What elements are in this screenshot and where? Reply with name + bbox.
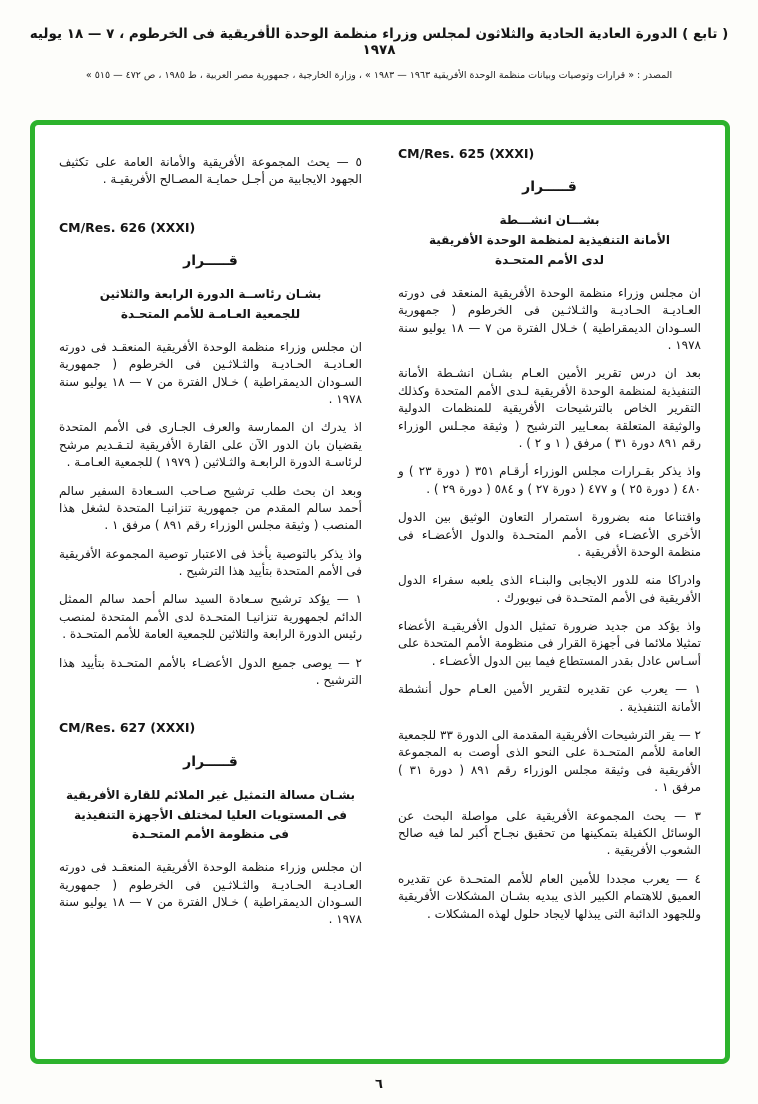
resolution-paragraph: ان مجلس وزراء منظمة الوحدة الأفريقية المنعقـد فى دورته العـاديـة الحـاديـة والثـلاثـين فى الخرطوم ( جمهورية السـودان الديمقراطية ) خـلال الفترة من ٧ — ١٨ يوليو سنة ١٩٧٨ . — [59, 339, 362, 406]
resolution-title: قـــــرار — [183, 252, 238, 269]
resolution-operative-item: ٢ — يوصى جميع الدول الأعضـاء بالأمم المتحـدة بتأييد هذا الترشيح . — [59, 655, 362, 688]
column-left — [59, 143, 362, 1047]
resolution-title: قـــــرار — [183, 753, 238, 770]
source-line: المصدر : « قرارات وتوصيات وبيانات منظمة الوحدة الأفريقية ١٩٦٣ — ١٩٨٣ » ، وزارة الخارجية ، جمهورية مصر العربية ، ط ١٩٨٥ ، ص ٤٧٢ — ٥١٥ » — [85, 70, 673, 81]
resolution-paragraph: واذ يذكر بقـرارات مجلس الوزراء أرقـام ٣٥١ ( دورة ٢٣ ) و ٤٨٠ ( دورة ٢٥ ) و ٤٧٧ ( دورة ٢٧ ) و ٥٨٤ ( دورة ٢٩ ) . — [398, 464, 701, 496]
resolution-subject-line: بشـــان انشـــطة — [499, 213, 600, 228]
resolution-subject-line: بشـان مسالة التمثيل غير الملائم للقارة الأفريقية — [65, 787, 356, 802]
resolution-subject-line: للجمعية العـامـة للأمم المتحـدة — [120, 307, 301, 321]
resolution-operative-item: ١ — يؤكد ترشيح سـعادة السيد سالم أحمد سالم الممثل الدائم لجمهورية تنزانيـا المتحـدة لدى الأمم المتحدة لمنصب رئيس الدورة الرابعة والثلاثين للجمعية العامة للأمم المتحـدة . — [59, 592, 362, 642]
resolution-operative-item: ٢ — يقر الترشيحات الأفريقية المقدمة الى الدورة ٣٣ للجمعية العامة للأمم المتحـدة على النحو الذى أوصت به المجموعة الأفريقية فى وثيقة مجلس الوزراء رقم ٨٩١ ( دورة ٣١ ) مرفق ١ . — [398, 728, 701, 795]
resolution-subject-line: فى المستويات العليا لمختلف الأجهزة التنفيذية — [73, 807, 348, 822]
resolution-ref-625: CM/Res. 625 (XXXI) — [398, 146, 535, 161]
resolution-subject-line: لدى الأمم المتحـدة — [494, 253, 604, 268]
resolution-paragraph: بعد ان درس تقرير الأمين العـام بشـان انشـطة الأمانة التنفيذية لمنظمة الوحدة الأفريقية لـدى الأمم المتحدة وكذلك التقرير الخاص بالترشيحات الأفريقية للمنظمات الدولية والوثيقة المتعلقة بمعـايير الترشيح ( وثيقة مجـلس الوزراء رقم ٨٩١ دورة ٣١ ) مرفق ( ١ و ٢ ) . — [398, 366, 701, 450]
page-number: ٦ — [375, 1077, 383, 1092]
resolution-paragraph: وادراكا منه للدور الايجابى والبنـاء الذى يلعبه سفراء الدول الأفريقية فى الأمم المتحـدة فى نيويورك . — [398, 573, 701, 605]
resolution-operative-item: ١ — يعرب عن تقديره لتقرير الأمين العـام حول أنشطة الأمانة التنفيذية . — [398, 682, 701, 714]
page-header: ( تابع ) الدورة العادية الحادية والثلاثون لمجلس وزراء منظمة الوحدة الأفريقية فى الخرطوم ، ٧ — ١٨ يوليه ١٩٧٨ — [29, 26, 729, 58]
resolution-paragraph: ان مجلس وزراء منظمة الوحدة الأفريقية المنعقـد فى دورته العـاديـة الحـاديـة والثـلاثـين فى الخرطوم ( جمهورية السـودان الديمقراطية ) خـلال الفترة من ٧ — ١٨ يوليو سنة ١٩٧٨ . — [59, 860, 362, 927]
resolution-paragraph: واذ يذكر بالتوصية يأخذ فى الاعتبار توصية المجموعة الأفريقية فى الأمم المتحدة بتأييد هذا الترشيح . — [59, 546, 362, 579]
resolution-subject-line: فى منظومة الأمم المتحـدة — [132, 827, 289, 842]
resolution-operative-item: ٤ — يعرب مجددا للأمين العام للأمم المتحـدة عن تقديره العميق للاهتمام الكبير الذى يبديه بشـان المشكلات الأفريقية وللجهود الدائبة التى يبذلها لايجاد حلول لهذه المشكلات . — [398, 871, 701, 921]
resolution-paragraph: وبعد ان بحث طلب ترشيح صـاحب السـعادة السفير سالم أحمد سالم المقدم من جمهورية تنزانيـا المتحدة لشغل هذا المنصب ( وثيقة مجلس الوزراء رقم ٨٩١ ) مرفق ١ . — [59, 483, 362, 533]
resolution-operative-item: ٥ — يحث المجموعة الأفريقية والأمانة العامة على تكثيف الجهود الايجابية من أجـل حمايـة المصـالح الأفريقيـة . — [59, 155, 362, 187]
resolution-operative-item: ٣ — يحث المجموعة الأفريقية على مواصلة البحث عن الوسائل الكفيلة بتمكينها من تحقيق نجـاح أكبر لما فيه صالح الشعوب الأفريقية . — [398, 808, 701, 858]
resolution-ref-627: CM/Res. 627 (XXXI) — [59, 720, 196, 736]
document-page — [0, 26, 758, 1092]
column-right — [398, 143, 701, 1047]
resolution-paragraph: واقتناعا منه بضرورة استمرار التعاون الوثيق بين الدول الأخرى الأعضـاء فى الأمم المتحـدة والدول الأعضـاء فى منظمة الوحدة الأفريقية . — [398, 510, 701, 559]
resolution-subject-line: الأمانة التنفيذية لمنظمة الوحدة الأفريقية — [428, 233, 671, 248]
resolution-paragraph: ان مجلس وزراء منظمة الوحدة الأفريقية المنعقد فى دورته العـاديـة الحـاديـة والثـلاثـين فى الخرطوم ( جمهورية السـودان الديمقراطية ) خـلال الفترة من ٧ — ١٨ يوليو سنة ١٩٧٨ . — [398, 285, 701, 352]
resolution-subject-line: بشـان رئاســة الدورة الرابعة والثلاثين — [99, 287, 322, 302]
resolution-ref-626: CM/Res. 626 (XXXI) — [59, 219, 196, 235]
resolution-paragraph: اذ يدرك ان الممارسة والعرف الجـارى فى الأمم المتحدة يقضيان بان الدور الآن على القارة الأفريقية لتـقـديم مرشح لرئاسـة الدورة الرابعـة والثـلاثين ( ١٩٧٩ ) للجمعية العـامـة . — [59, 420, 362, 470]
resolution-paragraph: واذ يؤكد من جديد ضرورة تمثيل الدول الأفريقيـة الأعضاء تمثيلا ملائما فى أجهزة القرار فى منظومة الأمم المتحدة على أسـاس عادل بقدر المستطاع فيما بين الدول الأعضـاء . — [398, 619, 701, 668]
content-frame — [30, 120, 730, 1064]
resolution-title: قـــــرار — [522, 179, 577, 196]
two-column-layout — [59, 143, 701, 1047]
